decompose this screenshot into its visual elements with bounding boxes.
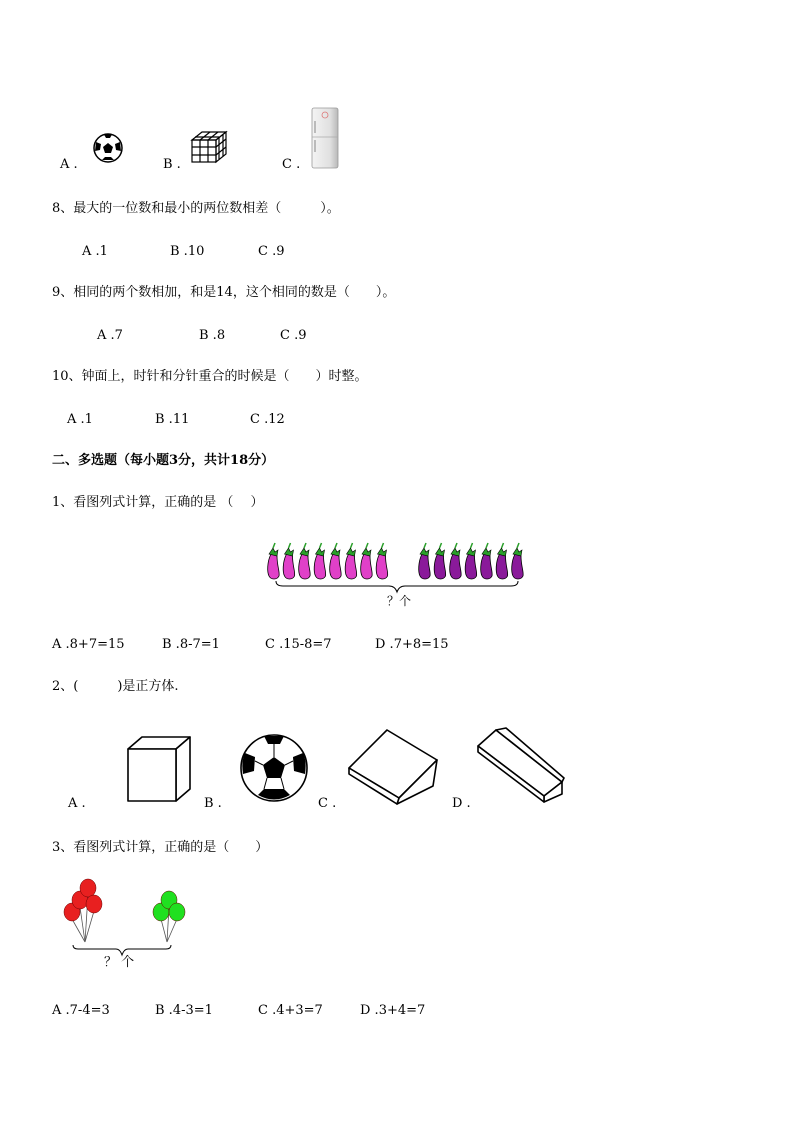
q9-option-b[interactable]: B .8 [199,328,226,343]
q8-option-a[interactable]: A .1 [82,244,108,259]
mc2-option-c[interactable]: C . [318,796,337,811]
eggplant-purple [434,543,446,579]
q7-option-c[interactable]: C . [282,157,301,172]
mc1-option-a[interactable]: A .8+7=15 [52,637,125,652]
balloon-red [86,895,102,913]
balloon-illustration [55,880,195,950]
eggplant-pink [268,543,280,579]
eggplant-pink [376,543,388,579]
mc3-option-d[interactable]: D .3+4=7 [360,1003,426,1018]
mc2-option-b[interactable]: B . [204,796,222,811]
eggplant-purple [496,543,508,579]
rhombic-prism-icon [343,724,443,806]
eggplant-pink [283,543,295,579]
q7-option-a[interactable]: A . [60,157,78,172]
balloon-green [169,903,185,921]
eggplant-purple [419,543,431,579]
section-2-title: 二、多选题（每小题3分，共计18分） [52,453,275,468]
eggplant-pink [299,543,311,579]
mc3-option-a[interactable]: A .7-4=3 [52,1003,110,1018]
q8-option-c[interactable]: C .9 [258,244,285,259]
mc2-option-d[interactable]: D . [452,796,471,811]
brace-icon [275,580,519,594]
mc3-option-b[interactable]: B .4-3=1 [155,1003,213,1018]
soccer-ball-large-icon [236,731,312,805]
eggplant-pink [314,543,326,579]
mc-question-2-text: 2、( )是正方体. [52,679,179,694]
mc1-option-c[interactable]: C .15-8=7 [265,637,332,652]
question-9-text: 9、相同的两个数相加，和是14，这个相同的数是（ ）。 [52,285,396,300]
eggplant-pink [330,543,342,579]
q8-option-b[interactable]: B .10 [170,244,205,259]
q9-option-c[interactable]: C .9 [280,328,307,343]
mc-question-3-text: 3、看图列式计算，正确的是（ ） [52,840,269,855]
soccer-ball-icon [92,132,124,164]
mc1-brace-label: ？个 [387,594,412,608]
eggplant-purple [512,543,524,579]
mc-question-1-text: 1、看图列式计算，正确的是 （ ） [52,495,264,510]
q9-option-a[interactable]: A .7 [97,328,123,343]
q10-option-b[interactable]: B .11 [155,412,190,427]
question-10-text: 10、钟面上，时针和分针重合的时候是（ ）时整。 [52,369,368,384]
mc2-option-a[interactable]: A . [68,796,86,811]
mc1-option-d[interactable]: D .7+8=15 [375,637,449,652]
q10-option-c[interactable]: C .12 [250,412,285,427]
mc1-option-b[interactable]: B .8-7=1 [162,637,220,652]
refrigerator-icon [310,107,340,169]
cuboid-icon [474,724,570,806]
q7-option-b[interactable]: B . [163,157,181,172]
cube-grid-icon [190,130,232,164]
eggplant-purple [481,543,493,579]
question-8-text: 8、最大的一位数和最小的两位数相差（ ）。 [52,201,340,216]
mc3-brace-label: ？ 个 [104,955,135,970]
q10-option-a[interactable]: A .1 [67,412,93,427]
eggplant-pink [345,543,357,579]
balloon-red [80,879,96,897]
eggplant-purple [450,543,462,579]
cube-icon [118,733,196,807]
eggplant-pink [361,543,373,579]
mc3-option-c[interactable]: C .4+3=7 [258,1003,323,1018]
eggplant-purple [465,543,477,579]
